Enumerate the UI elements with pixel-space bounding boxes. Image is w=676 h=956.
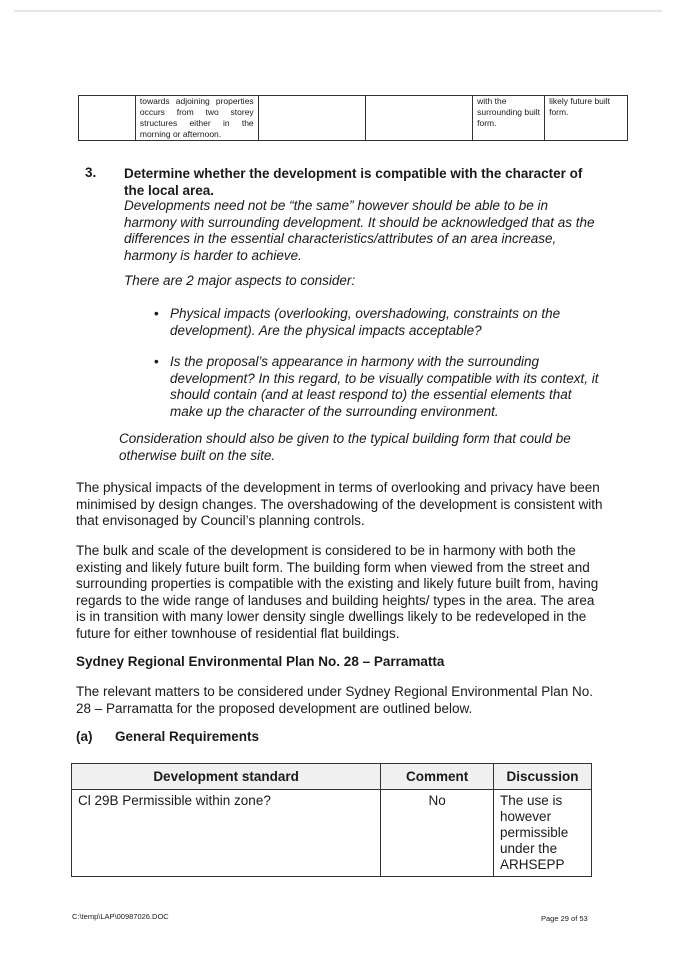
section-heading: Determine whether the development is compatible with the character of the local area. <box>124 166 583 198</box>
footer-file-path: C:\temp\LAP\00987026.DOC <box>72 912 169 921</box>
table-cell-standard: Cl 29B Permissible within zone? <box>72 790 381 877</box>
footer-page-number: Page 29 of 53 <box>541 914 588 923</box>
subsection-label: (a) <box>76 729 93 744</box>
column-header-standard: Development standard <box>72 764 381 790</box>
table-cell-discussion: likely future built form. <box>545 96 628 141</box>
table-cell-discussion: The use is however permissible under the ARHSEPP <box>494 790 592 877</box>
general-requirements-table <box>71 763 592 877</box>
srep-heading: Sydney Regional Environmental Plan No. 28 – Parramatta <box>76 654 445 669</box>
aspects-list <box>152 306 602 435</box>
list-item <box>152 306 602 339</box>
table-row <box>79 96 628 141</box>
column-header-comment: Comment <box>381 764 494 790</box>
table-cell-empty <box>366 96 473 141</box>
srep-intro: The relevant matters to be considered under Sydney Regional Environmental Plan No. 28 – Parramatta for the proposed development are outlined below. <box>76 684 594 716</box>
list-item <box>152 354 602 420</box>
page-top-edge <box>14 10 662 12</box>
table-cell-empty <box>79 96 136 141</box>
section-intro: Developments need not be “the same” however should be able to be in harmony with surrounding development. It should be acknowledged that as the differences in the essential characteristics/attributes of an area increase, harmony is harder to achieve. <box>124 198 595 263</box>
paragraph-physical-impacts: The physical impacts of the development in terms of overlooking and privacy have been minimised by design changes. The overshadowing of the development is consistent with that envisonaged by Council’s planning controls. <box>76 480 603 528</box>
subsection-title: General Requirements <box>115 729 260 744</box>
aspects-intro: There are 2 major aspects to consider: <box>124 273 356 288</box>
table-cell-comment: No <box>381 790 494 877</box>
paragraph-bulk-scale: The bulk and scale of the development is considered to be in harmony with both the existing and likely future built form. The building form when viewed from the street and surrounding properties is compatible with the existing and likely future built from, having regards to the wide range of landuses and building heights/ types in the area. The area is in transition with many lower density single dwellings likely to be redeveloped in the future for either townhouse of residential flat buildings. <box>76 543 599 641</box>
table-cell-standard: towards adjoining properties occurs from two storey structures either in the morning or afternoon. <box>135 96 258 141</box>
table-cell-empty <box>258 96 366 141</box>
table-header-row <box>72 764 592 790</box>
list-item-text: Is the proposal’s appearance in harmony with the surrounding development? In this regard, to be visually compatible with its context, it should contain (and at least respond to) the essential elements that make up the character of the surrounding environment. <box>170 354 599 419</box>
bullet-icon: • <box>154 306 159 321</box>
list-item-text: Physical impacts (overlooking, overshadowing, constraints on the development). Are the physical impacts acceptable? <box>170 306 561 338</box>
consideration-note: Consideration should also be given to the typical building form that could be otherwise built on the site. <box>119 431 571 463</box>
table-row <box>72 790 592 877</box>
bullet-icon: • <box>154 354 159 369</box>
table-cell-comment: with the surrounding built form. <box>473 96 545 141</box>
section-number: 3. <box>85 165 97 180</box>
continued-table-fragment <box>78 95 628 141</box>
column-header-discussion: Discussion <box>494 764 592 790</box>
